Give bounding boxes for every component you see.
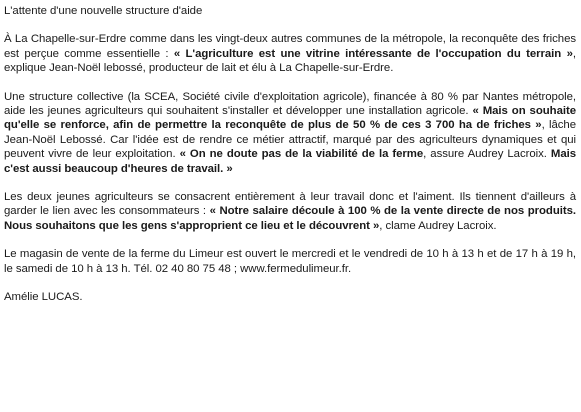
article-heading: L'attente d'une nouvelle structure d'aide: [4, 5, 203, 17]
paragraph-1-text-1: À La Chapelle-sur-Erdre comme dans les vingt-deux autres communes de la métropole, la reconquête des friches est perçue comme essentielle :: [4, 33, 576, 60]
author-signature: Amélie LUCAS.: [4, 291, 83, 304]
paragraph-1-quote: « L'agriculture est une vitrine intéressante de l'occupation du terrain »: [173, 47, 573, 60]
paragraph-3-quote: « Notre salaire découle à 100 % de la vente directe de nos produits. Nous souhaitons que les gens s'approprient ce lieu et le découvrent »: [4, 205, 576, 232]
paragraph-2-quote-2: « On ne doute pas de la viabilité de la ferme: [179, 148, 424, 161]
paragraph-3: [4, 190, 576, 233]
paragraph-2-quote-1: « Mais on souhaite qu'elle se renforce, afin de permettre la reconquête de plus de 50 % de ces 3 700 ha de friches »: [4, 105, 576, 132]
paragraph-2-quote-3: Mais c'est aussi beaucoup d'heures de travail. »: [4, 148, 577, 175]
paragraph-1-text-2: , explique Jean-Noël lebossé, producteur de lait et élu à La Chapelle-sur-Erdre.: [4, 47, 576, 75]
paragraph-2-text-1: Une structure collective (la SCEA, Société civile d'exploitation agricole), financée à 80 % par Nantes métropole, aide les jeunes agriculteurs qui souhaitent s'installer et développer une installation agricole.: [4, 90, 576, 118]
paragraph-1: [4, 32, 576, 75]
paragraph-2: [4, 90, 576, 176]
paragraph-3-text-1: Les deux jeunes agriculteurs se consacrent entièrement à leur travail donc et l'aiment. Ils tiennent d'ailleurs à garder le lien avec les consommateurs :: [4, 191, 576, 218]
paragraph-4-text: Le magasin de vente de la ferme du Limeur est ouvert le mercredi et le vendredi de 10 h à 13 h et de 17 h à 19 h, le samedi de 10 h à 13 h. Tél. 02 40 80 75 48 ; www.fermedulimeur.fr.: [4, 248, 576, 275]
paragraph-2-text-2: , lâche Jean-Noël Lebossé. Car l'idée est de rendre ce métier attractif, marqué par des agriculteurs dynamiques et qui peuvent vivre de leur exploitation.: [4, 119, 576, 161]
paragraph-2-text-3: , assure Audrey Lacroix.: [423, 148, 551, 161]
paragraph-3-text-2: , clame Audrey Lacroix.: [379, 219, 497, 232]
paragraph-4: [4, 247, 576, 276]
